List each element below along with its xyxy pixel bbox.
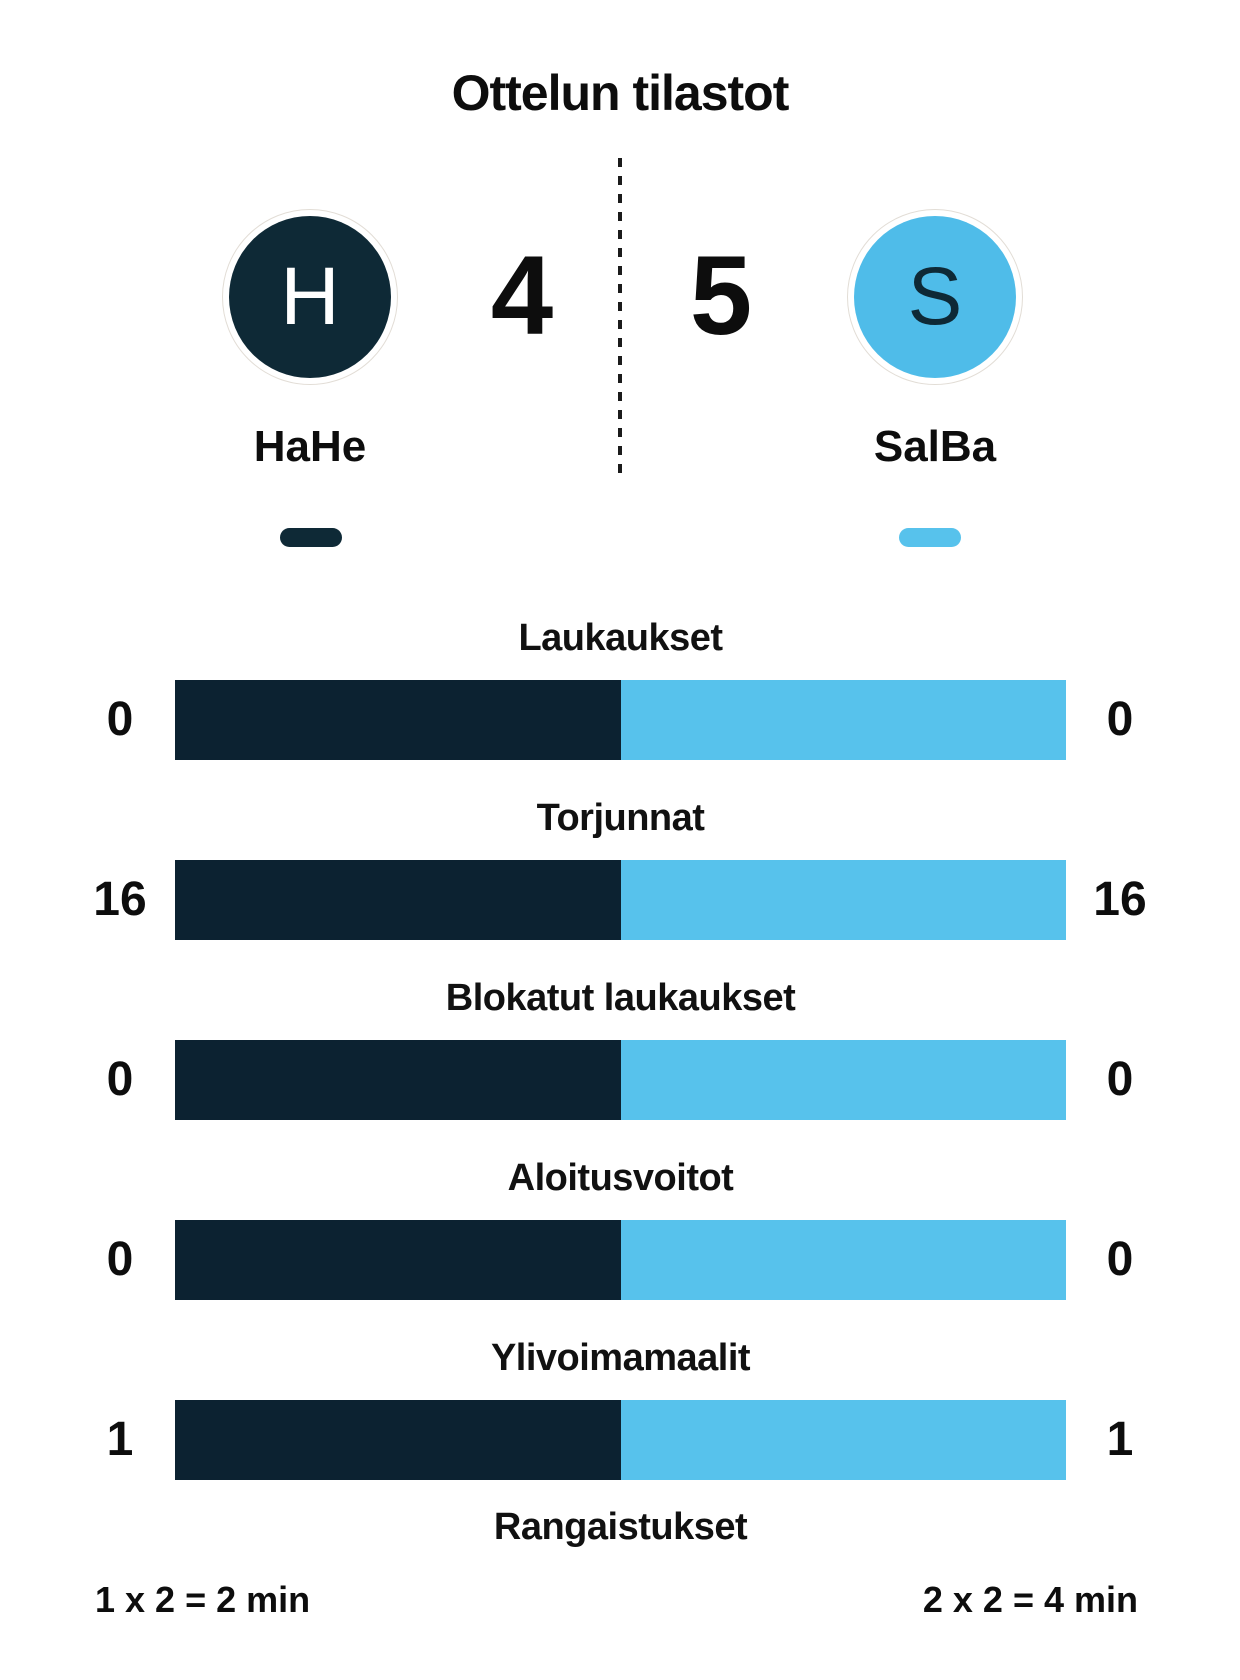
page-title: Ottelun tilastot bbox=[451, 65, 789, 121]
home-stat-value: 16 bbox=[93, 873, 147, 926]
away-stat-value: 16 bbox=[1093, 873, 1147, 926]
away-score: 5 bbox=[689, 233, 753, 358]
away-stat-value: 0 bbox=[1106, 693, 1134, 746]
center-dotted-divider bbox=[618, 158, 622, 478]
home-team-logo bbox=[222, 209, 398, 385]
home-bar-segment bbox=[175, 680, 621, 760]
home-bar-segment bbox=[175, 1220, 621, 1300]
away-bar-segment bbox=[621, 860, 1067, 940]
away-team-initial: S bbox=[854, 216, 1016, 378]
away-stat-value: 0 bbox=[1106, 1233, 1134, 1286]
home-stat-value: 0 bbox=[106, 1233, 134, 1286]
home-stat-value: 1 bbox=[106, 1413, 134, 1466]
away-bar-segment bbox=[621, 1040, 1067, 1120]
stat-bar bbox=[175, 860, 1066, 940]
away-stat-value: 1 bbox=[1106, 1413, 1134, 1466]
away-stat-value: 0 bbox=[1106, 1053, 1134, 1106]
home-bar-segment bbox=[175, 860, 621, 940]
home-team-name: HaHe bbox=[253, 422, 367, 471]
stat-bar bbox=[175, 680, 1066, 760]
penalties-label: Rangaistukset bbox=[493, 1506, 748, 1548]
away-team-logo bbox=[847, 209, 1023, 385]
away-bar-segment bbox=[621, 680, 1067, 760]
home-stat-value: 0 bbox=[106, 1053, 134, 1106]
stat-bar bbox=[175, 1040, 1066, 1120]
home-bar-segment bbox=[175, 1400, 621, 1480]
stat-label: Torjunnat bbox=[536, 797, 705, 839]
stat-label: Ylivoimamaalit bbox=[490, 1337, 751, 1379]
away-bar-segment bbox=[621, 1400, 1067, 1480]
stat-bar bbox=[175, 1400, 1066, 1480]
home-penalties-text: 1 x 2 = 2 min bbox=[95, 1579, 311, 1620]
away-penalties-text: 2 x 2 = 4 min bbox=[922, 1579, 1138, 1620]
home-team-initial: H bbox=[229, 216, 391, 378]
away-team-name: SalBa bbox=[873, 422, 997, 471]
home-bar-segment bbox=[175, 1040, 621, 1120]
home-score: 4 bbox=[490, 233, 554, 358]
away-bar-segment bbox=[621, 1220, 1067, 1300]
away-legend-swatch bbox=[899, 528, 961, 547]
stat-label: Aloitusvoitot bbox=[507, 1157, 734, 1199]
home-stat-value: 0 bbox=[106, 693, 134, 746]
home-legend-swatch bbox=[280, 528, 342, 547]
stat-label: Laukaukset bbox=[518, 617, 723, 659]
stat-label: Blokatut laukaukset bbox=[445, 977, 796, 1019]
stat-bar bbox=[175, 1220, 1066, 1300]
